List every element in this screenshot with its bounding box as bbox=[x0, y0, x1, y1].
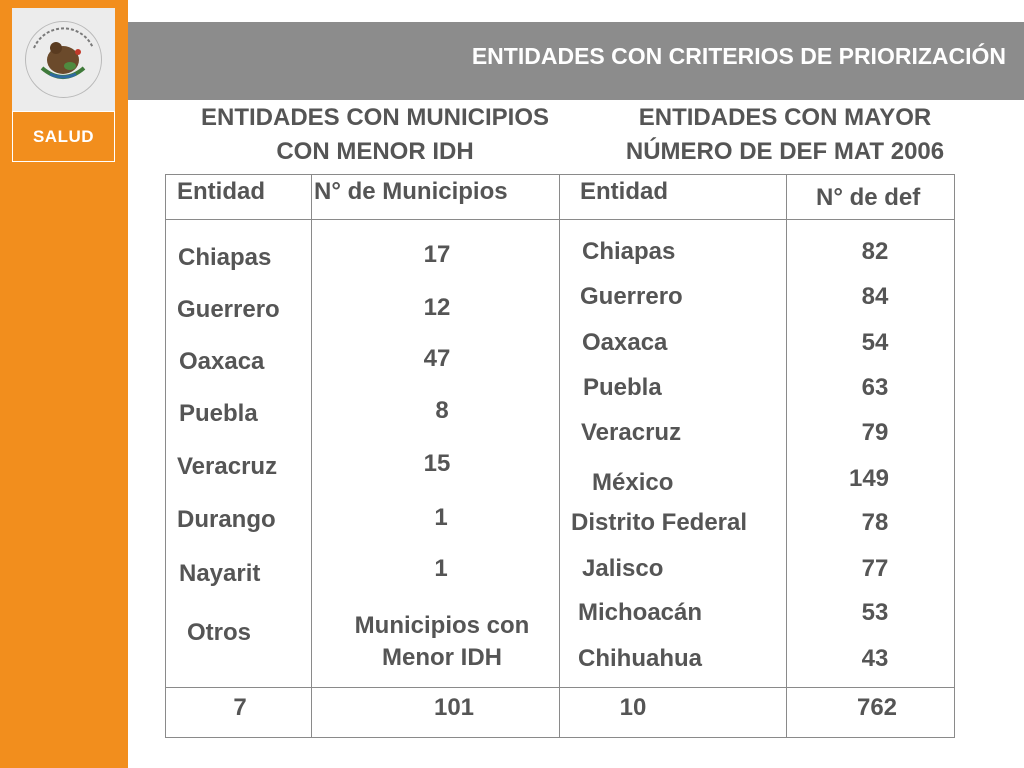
defunciones-cell: 54 bbox=[861, 329, 889, 356]
emblem-box bbox=[12, 8, 115, 111]
left-entidad-cell: Chiapas bbox=[178, 244, 272, 271]
right-entidad-cell: Guerrero bbox=[580, 283, 683, 310]
defunciones-cell: 78 bbox=[861, 509, 889, 536]
right-entidad-cell: Distrito Federal bbox=[571, 509, 748, 536]
page-title: ENTIDADES CON CRITERIOS DE PRIORIZACIÓN bbox=[471, 43, 1006, 69]
right-entidad-cell: Veracruz bbox=[581, 419, 682, 446]
defunciones-cell: 63 bbox=[861, 374, 889, 401]
left-entidad-cell: Otros bbox=[187, 619, 252, 646]
right-heading-line-2: NÚMERO DE DEF MAT 2006 bbox=[625, 138, 945, 165]
total-defunciones: 762 bbox=[856, 694, 898, 721]
right-entidad-cell: Jalisco bbox=[582, 555, 664, 582]
priority-table bbox=[165, 174, 955, 738]
right-entidad-cell: Chihuahua bbox=[578, 645, 702, 672]
left-entidad-cell: Oaxaca bbox=[179, 348, 265, 375]
coat-of-arms-icon bbox=[12, 8, 115, 111]
right-entidad-cell: México bbox=[592, 469, 674, 496]
right-entidad-cell: Michoacán bbox=[578, 599, 703, 626]
column-divider bbox=[559, 175, 560, 737]
defunciones-cell: 53 bbox=[861, 599, 889, 626]
total-entidades-left: 7 bbox=[233, 694, 247, 721]
municipios-cell: 47 bbox=[423, 345, 451, 372]
right-heading bbox=[590, 101, 980, 169]
municipios-cell: 15 bbox=[423, 450, 451, 477]
municipios-note-line-2: Menor IDH bbox=[381, 644, 502, 671]
left-heading-line-1: ENTIDADES CON MUNICIPIOS bbox=[200, 104, 550, 131]
left-entidad-cell: Nayarit bbox=[179, 560, 261, 587]
header-entidad-right: Entidad bbox=[580, 178, 668, 205]
header-entidad-left: Entidad bbox=[177, 178, 265, 205]
municipios-cell: 12 bbox=[423, 294, 451, 321]
column-divider bbox=[311, 175, 312, 737]
municipios-note bbox=[355, 610, 530, 674]
left-entidad-cell: Puebla bbox=[179, 400, 258, 427]
defunciones-cell: 84 bbox=[861, 283, 889, 310]
right-entidad-cell: Puebla bbox=[583, 374, 662, 401]
title-bar bbox=[128, 22, 1024, 100]
defunciones-cell: 43 bbox=[861, 645, 889, 672]
totals-divider bbox=[166, 687, 954, 688]
left-entidad-cell: Veracruz bbox=[177, 453, 278, 480]
left-heading-line-2: CON MENOR IDH bbox=[276, 138, 474, 165]
header-divider bbox=[166, 219, 954, 220]
defunciones-cell: 77 bbox=[861, 555, 889, 582]
department-label: SALUD bbox=[12, 111, 115, 162]
municipios-cell: 8 bbox=[435, 397, 449, 424]
municipios-cell: 1 bbox=[434, 504, 448, 531]
left-entidad-cell: Durango bbox=[177, 506, 276, 533]
total-entidades-right: 10 bbox=[619, 694, 647, 721]
left-entidad-cell: Guerrero bbox=[177, 296, 280, 323]
header-municipios: N° de Municipios bbox=[314, 178, 508, 205]
defunciones-cell: 82 bbox=[861, 238, 889, 265]
header-defunciones: N° de def bbox=[816, 184, 921, 211]
right-entidad-cell: Chiapas bbox=[582, 238, 676, 265]
right-heading-line-1: ENTIDADES CON MAYOR bbox=[638, 104, 932, 131]
municipios-cell: 17 bbox=[423, 241, 451, 268]
column-divider bbox=[786, 175, 787, 737]
right-entidad-cell: Oaxaca bbox=[582, 329, 668, 356]
defunciones-cell: 149 bbox=[848, 465, 890, 492]
municipios-cell: 1 bbox=[434, 555, 448, 582]
total-municipios: 101 bbox=[433, 694, 475, 721]
sidebar bbox=[0, 0, 128, 768]
municipios-note-line-1: Municipios con bbox=[354, 612, 530, 639]
defunciones-cell: 79 bbox=[861, 419, 889, 446]
left-heading bbox=[170, 101, 580, 169]
